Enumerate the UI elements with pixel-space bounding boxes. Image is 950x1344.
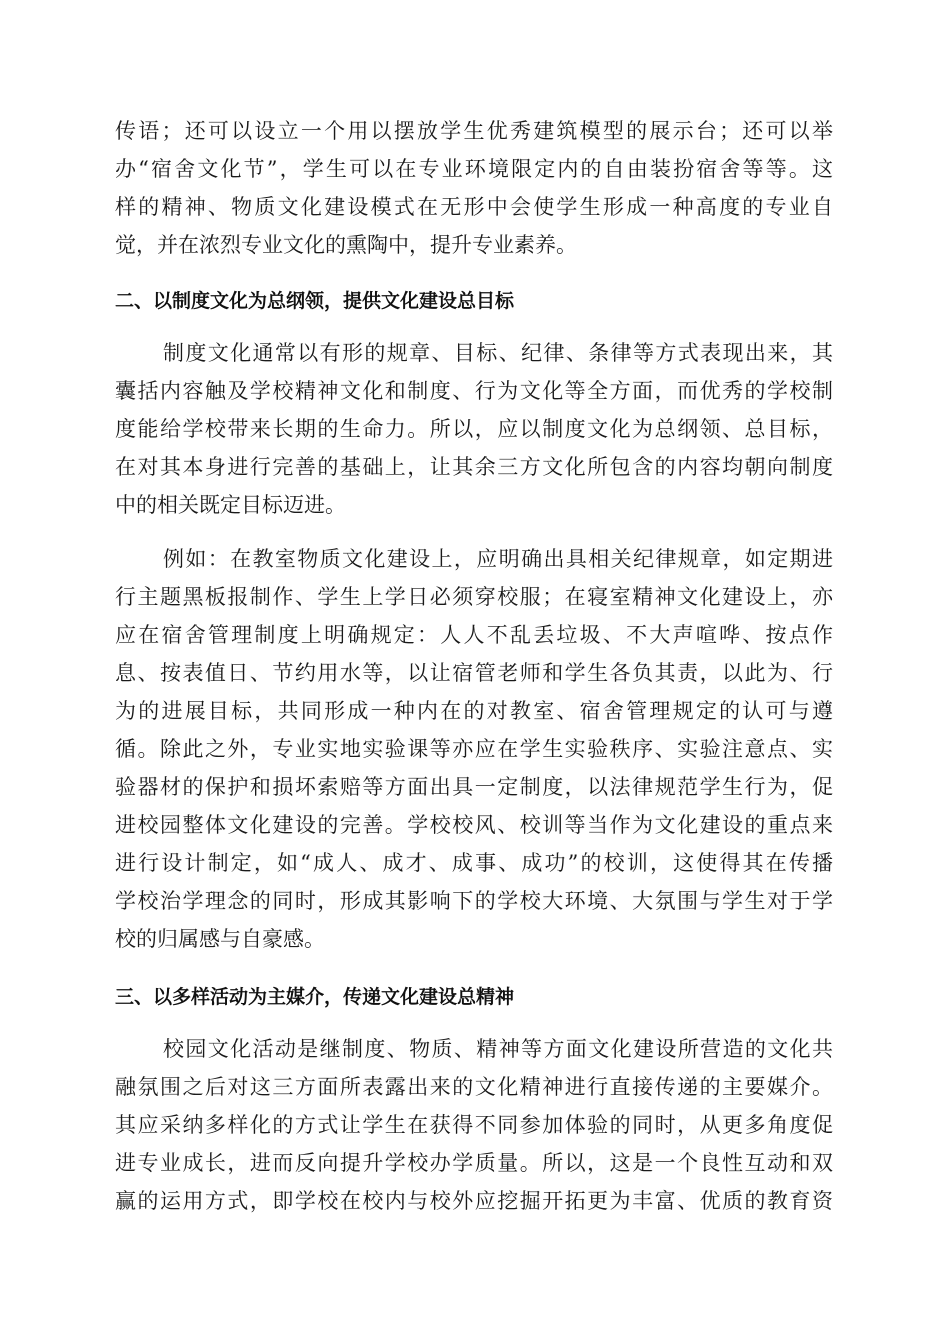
paragraph-4-line-3: 其应采纳多样化的方式让学生在获得不同参加体验的同时，从更多角度促 <box>115 1113 833 1137</box>
paragraph-2-line-4: 在对其本身进行完善的基础上，让其余三方文化所包含的内容均朝向制度 <box>115 455 833 479</box>
paragraph-1-line-2: 办“宿舍文化节”，学生可以在专业环境限定内的自由装扮宿舍等等。这 <box>115 157 833 181</box>
paragraph-3-line-1: 例如：在教室物质文化建设上，应明确出具相关纪律规章，如定期进 <box>163 547 833 571</box>
paragraph-3-line-10: 学校治学理念的同时，形成其影响下的学校大环境、大氛围与学生对于学 <box>115 889 833 913</box>
paragraph-3-line-5: 为的进展目标，共同形成一种内在的对教室、宿舍管理规定的认可与遵 <box>115 699 833 723</box>
paragraph-3-line-7: 验器材的保护和损坏索赔等方面出具一定制度，以法律规范学生行为，促 <box>115 775 833 799</box>
paragraph-3-line-3: 应在宿舍管理制度上明确规定：人人不乱丢垃圾、不大声喧哗、按点作 <box>115 623 833 647</box>
paragraph-3-line-2: 行主题黑板报制作、学生上学日必须穿校服；在寝室精神文化建设上，亦 <box>115 585 833 609</box>
section-heading-3: 三、以多样活动为主媒介，传递文化建设总精神 <box>115 986 515 1008</box>
paragraph-2-line-2: 囊括内容触及学校精神文化和制度、行为文化等全方面，而优秀的学校制 <box>115 379 833 403</box>
section-heading-2: 二、以制度文化为总纲领，提供文化建设总目标 <box>115 290 515 312</box>
paragraph-1-line-3: 样的精神、物质文化建设模式在无形中会使学生形成一种高度的专业自 <box>115 195 833 219</box>
paragraph-3-line-6: 循。除此之外，专业实地实验课等亦应在学生实验秩序、实验注意点、实 <box>115 737 833 761</box>
paragraph-3-line-9: 进行设计制定，如“成人、成才、成事、成功”的校训，这使得其在传播 <box>115 851 833 875</box>
paragraph-4-line-5: 赢的运用方式，即学校在校内与校外应挖掘开拓更为丰富、优质的教育资 <box>115 1189 833 1213</box>
paragraph-2-line-5: 中的相关既定目标迈进。 <box>115 493 346 517</box>
paragraph-2-line-3: 度能给学校带来长期的生命力。所以，应以制度文化为总纲领、总目标， <box>115 417 833 441</box>
paragraph-1-line-4: 觉，并在浓烈专业文化的熏陶中，提升专业素养。 <box>115 233 577 257</box>
paragraph-4-line-2: 融氛围之后对这三方面所表露出来的文化精神进行直接传递的主要媒介。 <box>115 1075 833 1099</box>
paragraph-3-line-8: 进校园整体文化建设的完善。学校校风、校训等当作为文化建设的重点来 <box>115 813 833 837</box>
paragraph-3-line-4: 息、按表值日、节约用水等，以让宿管老师和学生各负其责，以此为、行 <box>115 661 833 685</box>
paragraph-4-line-4: 进专业成长，进而反向提升学校办学质量。所以，这是一个良性互动和双 <box>115 1151 833 1175</box>
paragraph-1-line-1: 传语；还可以设立一个用以摆放学生优秀建筑模型的展示台；还可以举 <box>115 119 833 143</box>
paragraph-2-line-1: 制度文化通常以有形的规章、目标、纪律、条律等方式表现出来，其 <box>163 341 833 365</box>
paragraph-3-line-11: 校的归属感与自豪感。 <box>115 927 325 951</box>
paragraph-4-line-1: 校园文化活动是继制度、物质、精神等方面文化建设所营造的文化共 <box>163 1037 833 1061</box>
